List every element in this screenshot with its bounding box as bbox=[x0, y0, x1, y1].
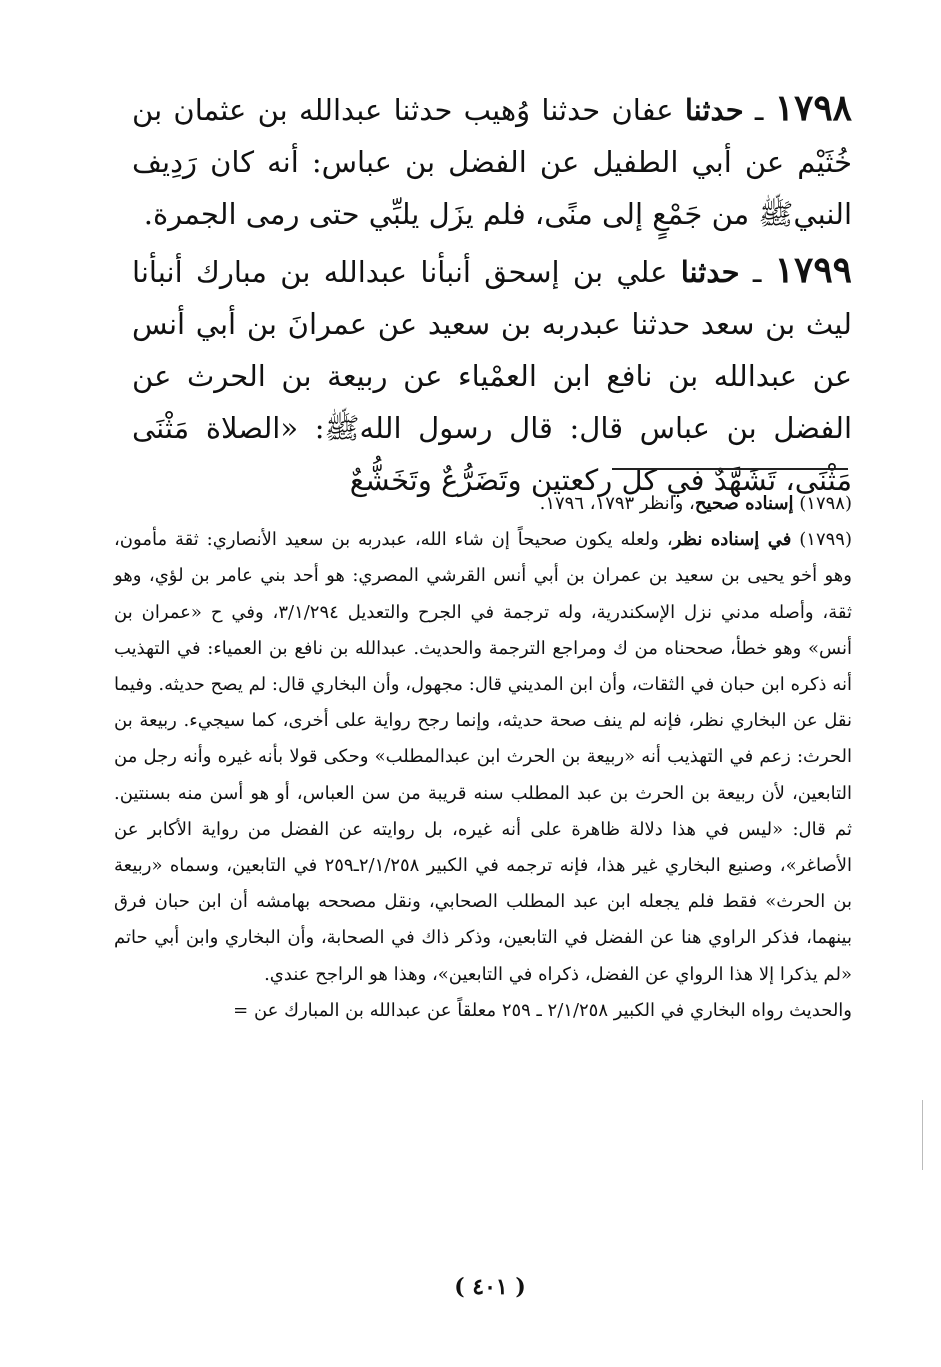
hadith-1798 bbox=[132, 82, 852, 240]
footnote-ref: (١٧٩٩) bbox=[799, 529, 852, 551]
hadith-number: ١٧٩٨ bbox=[774, 87, 853, 129]
footnote-1798 bbox=[114, 486, 852, 522]
hadith-text-block bbox=[132, 82, 852, 510]
footnotes-block bbox=[114, 486, 852, 1029]
hadith-dash: ـ bbox=[739, 255, 775, 289]
hadith-keyword: حدثنا bbox=[680, 255, 740, 289]
footnote-body: والحديث رواه البخاري في الكبير ٢/١/٢٥٨ ـ ٢٥٩ معلقاً عن عبدالله بن المبارك عن = bbox=[233, 999, 852, 1021]
footnote-keyword: إسناده صحيح bbox=[694, 493, 794, 514]
hadith-body: علي بن إسحق أنبأنا عبدالله بن مبارك أنبأنا ليث بن سعد حدثنا عبدربه بن سعيد عن عمرانَ بن أبي أنس عن عبدالله بن نافع ابن العمْياء عن ربيعة بن الحرث عن الفضل بن عباس قال: قال رسول اللهﷺ: «الصلاة مَثْنَى مَثْنَى، تَشَهَّدٌ في كل ركعتين وتَضَرُّعٌ وتَخَشُّعٌ bbox=[132, 255, 852, 497]
hadith-keyword: حدثنا bbox=[684, 93, 744, 127]
footnote-continuation bbox=[114, 993, 852, 1029]
footnote-keyword: في إسناده نظر bbox=[672, 529, 792, 551]
hadith-1799 bbox=[132, 244, 852, 506]
footnote-divider bbox=[612, 468, 848, 470]
footnote-1799 bbox=[114, 522, 852, 993]
footnote-body: ، ولعله يكون صحيحاً إن شاء الله، عبدربه بن سعيد الأنصاري: ثقة مأمون، وهو أخو يحيى بن سعيد بن عمران بن أبي أنس القرشي المصري: هو أحد بني عامر بن لؤي، وهو ثقة، وأصله مدني نزل الإسكندرية، وله ترجمة في الجرح والتعديل ٣/١/٢٩٤، وفي ح «عمران بن أنس» وهو خطأ، صححناه من ك ومراجع الترجمة والحديث. عبدالله بن نافع بن العمياء: في التهذيب أنه ذكره ابن حبان في الثقات، وأن ابن المديني قال: مجهول، وأن البخاري قال: لم يصح حديثه. وفيما نقل عن البخاري نظر، فإنه لم ينف صحة حديثه، وإنما رجح رواية على أخرى، كما سيجيء. ربيعة بن الحرث: زعم في التهذيب أنه «ربيعة بن الحرث ابن عبدالمطلب» وحكى قولا بأنه غيره وأنه رجل من التابعين، لأن ربيعة بن الحرث بن عبد المطلب سنه قريبة من سن العباس، أو هو أسن منه بسنتين. ثم قال: «ليس في هذا دلالة ظاهرة على أنه غيره، بل روايته عن الفضل من رواية الأكابر عن الأصاغر»، وصنيع البخاري غير هذا، فإنه ترجمه في الكبير ٢/١/٢٥٨ـ٢٥٩ في التابعين، وسماه «ربيعة بن الحرث» فقط فلم يجعله ابن عبد المطلب الصحابي، ونقل مصححه بهامشه أن ابن حبان فرق بينهما، فذكر الراوي هنا عن الفضل في التابعين، وذكر ذاك في الصحابة، وأن البخاري وابن أبي حاتم «لم يذكرا إلا هذا الرواي عن الفضل، ذكراه في التابعين»، وهذا هو الراجح عندي. bbox=[114, 529, 852, 985]
page-number: ( ٤٠١ ) bbox=[454, 1274, 526, 1300]
footnote-ref: (١٧٩٨) bbox=[799, 493, 852, 514]
hadith-number: ١٧٩٩ bbox=[774, 249, 852, 291]
margin-mark bbox=[922, 1100, 923, 1170]
footnote-body: ، وانظر ١٧٩٣، ١٧٩٦. bbox=[539, 493, 695, 514]
hadith-body: عفان حدثنا وُهيب حدثنا عبدالله بن عثمان بن خُثَيْم عن أبي الطفيل عن الفضل بن عباس: أنه كان رَدِيف النبيﷺ من جَمْعٍ إلى منًى، فلم يزَل يلبِّي حتى رمى الجمرة. bbox=[132, 93, 852, 231]
hadith-dash: ـ bbox=[743, 93, 775, 127]
